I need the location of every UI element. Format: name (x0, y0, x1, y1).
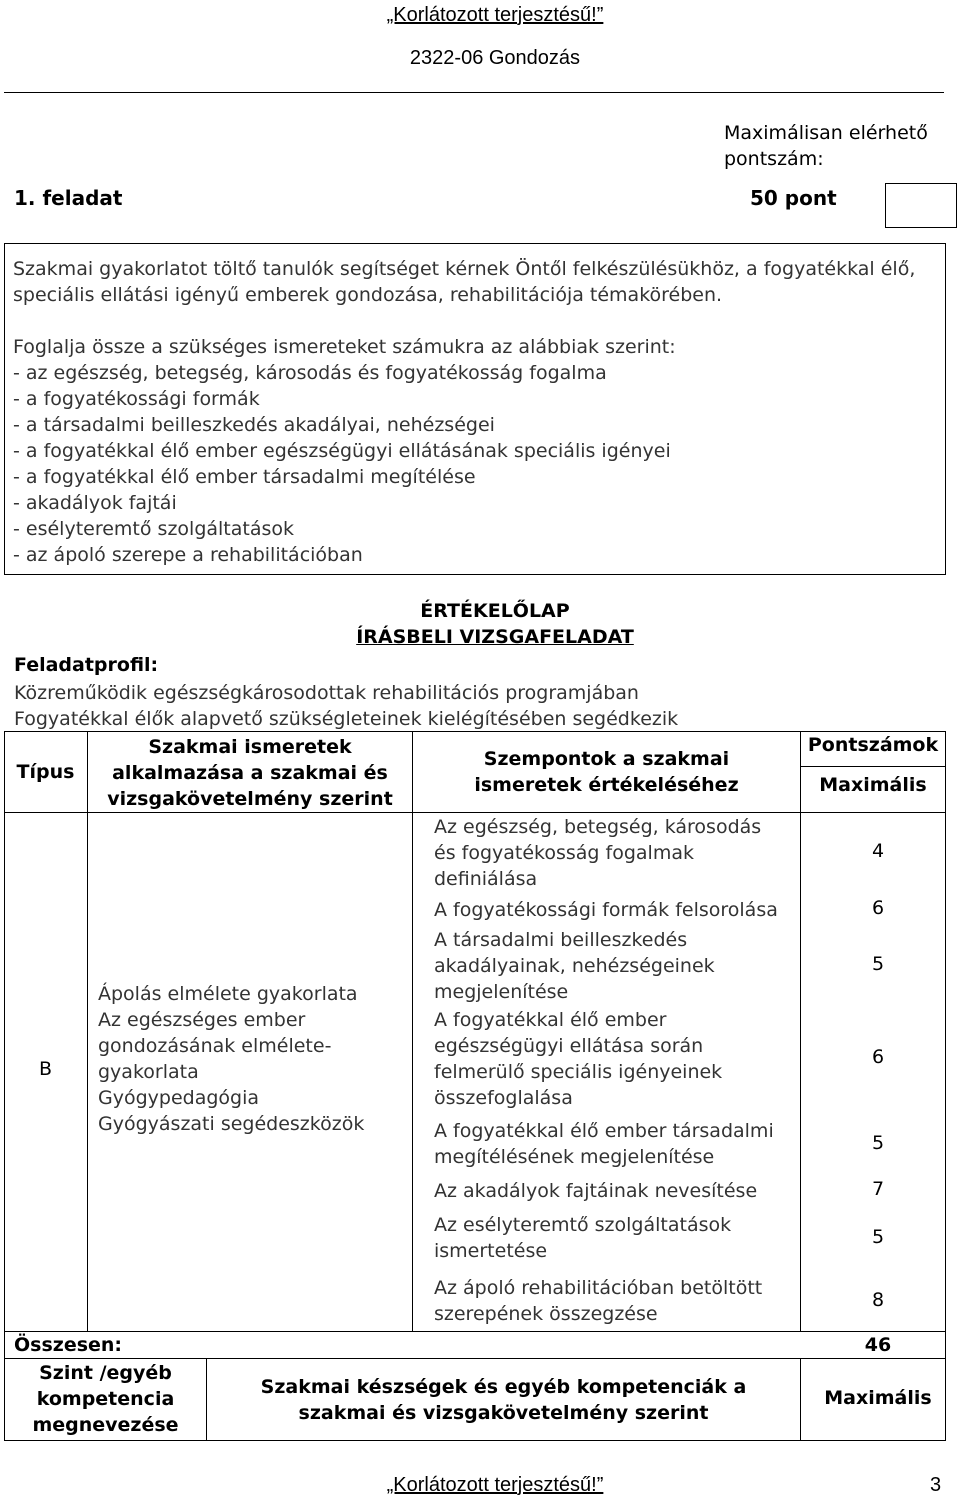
head-line: megnevezése (32, 1414, 179, 1436)
criteria-line: Az egészség, betegség, károsodás (434, 816, 762, 838)
instruction-line: - a társadalmi beilleszkedés akadályai, nehézségei (13, 414, 495, 436)
head-line: Szakmai készségek és egyéb kompetenciák a (260, 1376, 747, 1398)
knowledge-item: gyakorlata (98, 1061, 199, 1083)
max-points-label-2: pontszám: (724, 148, 824, 170)
head-line: alkalmazása a szakmai és (112, 762, 388, 784)
criteria-points: 8 (871, 1289, 885, 1311)
knowledge-list (98, 981, 364, 1137)
eval-title: ÉRTÉKELŐLAP (420, 600, 570, 622)
instruction-line: Foglalja össze a szükséges ismereteket számukra az alábbiak szerint: (13, 336, 676, 358)
col-divider-knowledge (412, 731, 413, 1332)
table-head-border (4, 812, 946, 813)
criteria-points: 5 (871, 1226, 885, 1248)
head-line: szakmai és vizsgakövetelmény szerint (298, 1402, 709, 1424)
col-head-type: Típus (16, 761, 75, 783)
score-box[interactable] (885, 183, 957, 228)
task-instructions (13, 334, 676, 568)
criteria-row (434, 1007, 722, 1111)
criteria-line: és fogyatékosság fogalmak (434, 842, 694, 864)
head-line: vizsgakövetelmény szerint (107, 788, 393, 810)
criteria-line: akadályainak, nehézségeinek (434, 955, 715, 977)
criteria-line: A társadalmi beilleszkedés (434, 929, 688, 951)
criteria-points: 7 (871, 1178, 885, 1200)
knowledge-item: Ápolás elmélete gyakorlata (98, 983, 358, 1005)
criteria-points: 5 (871, 953, 885, 975)
total-label: Összesen: (14, 1334, 123, 1356)
total-value: 46 (864, 1334, 892, 1356)
criteria-line: felmerülő speciális igényeinek (434, 1061, 723, 1083)
knowledge-item: Az egészséges ember (98, 1009, 306, 1031)
skills-head (207, 1374, 800, 1426)
criteria-line: Az ápoló rehabilitációban betöltött (434, 1277, 763, 1299)
profile-line: Közreműködik egészségkárosodottak rehabilitációs programjában (14, 682, 639, 704)
knowledge-item: gondozásának elmélete- (98, 1035, 332, 1057)
criteria-row (434, 814, 761, 892)
instruction-line: - esélyteremtő szolgáltatások (13, 518, 295, 540)
criteria-line: A fogyatékossági formák felsorolása (434, 899, 778, 921)
page-number: 3 (930, 1474, 942, 1496)
criteria-line: összefoglalása (434, 1087, 573, 1109)
criteria-line: A fogyatékkal élő ember társadalmi (434, 1120, 774, 1142)
knowledge-item: Gyógypedagógia (98, 1087, 260, 1109)
criteria-row (434, 927, 715, 1005)
intro-line: Szakmai gyakorlatot töltő tanulók segítséget kérnek Öntől felkészülésükhöz, a fogyatékkal élő, (13, 258, 916, 280)
criteria-points: 6 (871, 1046, 885, 1068)
module-code: 2322-06 Gondozás (409, 47, 581, 69)
total-bottom-border (4, 1358, 946, 1359)
header-rule (4, 92, 944, 93)
criteria-line: megjelenítése (434, 981, 569, 1003)
total-top-border (4, 1331, 946, 1332)
skills-max-head: Maximális (824, 1387, 932, 1409)
head-line: Szint /egyéb (39, 1362, 172, 1384)
criteria-points: 6 (871, 897, 885, 919)
max-points-label-1: Maximálisan elérhető (724, 122, 928, 144)
level-head (5, 1360, 206, 1438)
criteria-line: definiálása (434, 868, 538, 890)
criteria-row (434, 897, 778, 923)
col-head-knowledge (88, 734, 412, 812)
criteria-line: egészségügyi ellátása során (434, 1035, 704, 1057)
col-head-max: Maximális (819, 774, 927, 796)
restricted-footer: „Korlátozott terjesztésű!” (386, 1474, 604, 1496)
profile-lines (14, 680, 678, 732)
criteria-line: Az esélyteremtő szolgáltatások (434, 1214, 732, 1236)
table-bottom-border (4, 1440, 946, 1441)
criteria-line: szerepének összegzése (434, 1303, 658, 1325)
criteria-row (434, 1178, 757, 1204)
task-title: 1. feladat (14, 186, 123, 210)
head-line: Szakmai ismeretek (148, 736, 352, 758)
instruction-line: - az egészség, betegség, károsodás és fogyatékosság fogalma (13, 362, 607, 384)
restricted-header: „Korlátozott terjesztésű!” (386, 4, 604, 26)
instruction-line: - akadályok fajtái (13, 492, 177, 514)
criteria-points: 5 (871, 1132, 885, 1154)
head-line: kompetencia (36, 1388, 175, 1410)
col-head-points: Pontszámok (807, 734, 939, 756)
table-left-border (4, 731, 5, 1441)
col-head-criteria (413, 746, 800, 798)
criteria-row (434, 1212, 731, 1264)
criteria-row (434, 1275, 762, 1327)
criteria-line: ismertetése (434, 1240, 548, 1262)
col-divider-type (87, 731, 88, 1332)
instruction-line: - az ápoló szerepe a rehabilitációban (13, 544, 363, 566)
criteria-points: 4 (871, 840, 885, 862)
type-value: B (38, 1058, 53, 1080)
instruction-line: - a fogyatékossági formák (13, 388, 260, 410)
instruction-line: - a fogyatékkal élő ember egészségügyi ellátásának speciális igényei (13, 440, 671, 462)
profile-line: Fogyatékkal élők alapvető szükségleteinek kielégítésében segédkezik (14, 708, 679, 730)
knowledge-item: Gyógyászati segédeszközök (98, 1113, 365, 1135)
criteria-line: megítélésének megjelenítése (434, 1146, 715, 1168)
task-intro (13, 256, 915, 308)
criteria-line: A fogyatékkal élő ember (434, 1009, 667, 1031)
instruction-line: - a fogyatékkal élő ember társadalmi megítélése (13, 466, 476, 488)
head-line: Szempontok a szakmai (483, 748, 730, 770)
profile-label: Feladatprofil: (14, 654, 159, 676)
table-top-border (4, 731, 946, 732)
points-subhead-border (800, 766, 946, 767)
intro-line: speciális ellátási igényű emberek gondozása, rehabilitációja témakörében. (13, 284, 723, 306)
criteria-row (434, 1118, 774, 1170)
eval-subtitle: ÍRÁSBELI VIZSGAFELADAT (356, 626, 634, 648)
head-line: ismeretek értékeléséhez (474, 774, 739, 796)
task-points: 50 pont (750, 186, 837, 210)
criteria-line: Az akadályok fajtáinak nevesítése (434, 1180, 758, 1202)
